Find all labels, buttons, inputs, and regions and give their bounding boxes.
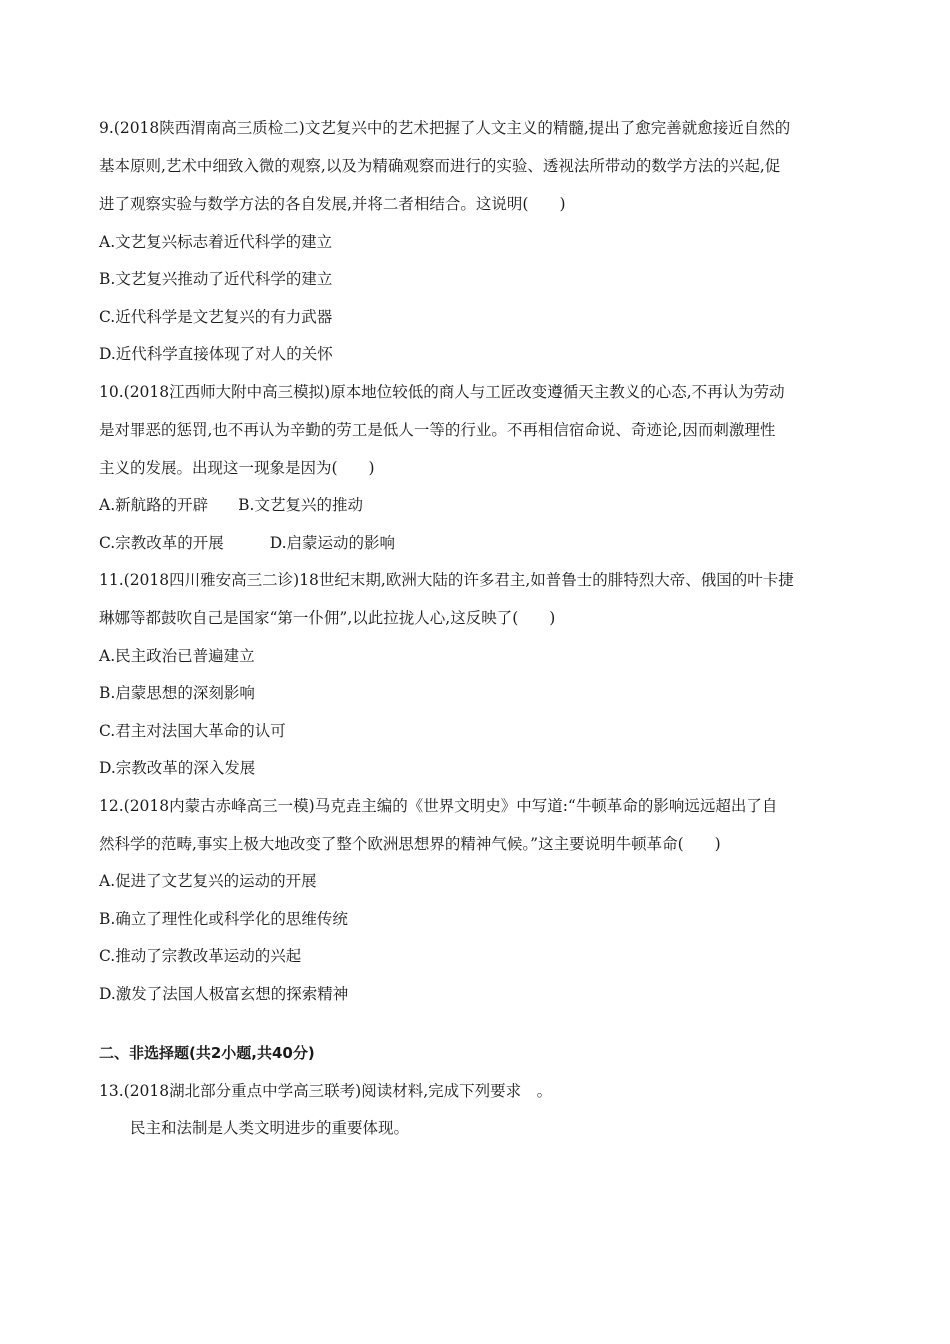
section-spacer	[99, 1021, 859, 1043]
question-10	[99, 382, 859, 478]
question-10-stem-line-1: 10.(2018江西师大附中高三模拟)原本地位较低的商人与工匠改变遵循天主教义的心态,不再认为劳动	[99, 382, 785, 401]
question-13-material: 民主和法制是人类文明进步的重要体现。	[130, 1119, 410, 1137]
question-9	[99, 118, 859, 214]
question-10-options	[99, 495, 859, 553]
question-10-option-c: C.宗教改革的开展	[99, 533, 224, 552]
question-10-stem-line-3: 主义的发展。出现这一现象是因为( )	[99, 458, 375, 477]
question-12-stem-line-1: 12.(2018内蒙古赤峰高三一模)马克垚主编的《世界文明史》中写道:“牛顿革命的影响远远超出了自	[99, 796, 778, 815]
page-content	[99, 118, 859, 1138]
question-9-options	[99, 232, 859, 365]
question-13-stem: 13.(2018湖北部分重点中学高三联考)阅读材料,完成下列要求 。	[99, 1081, 553, 1100]
question-11-stem-line-2: 琳娜等都鼓吹自己是国家“第一仆佣”,以此拉拢人心,这反映了( )	[99, 609, 556, 627]
section-2-heading: 二、非选择题(共2小题,共40分)	[99, 1044, 315, 1062]
question-9-stem-line-1: 9.(2018陕西渭南高三质检二)文艺复兴中的艺术把握了人文主义的精髓,提出了愈完善就愈接近自然的	[99, 119, 791, 137]
question-10-options-row-1	[99, 495, 859, 515]
question-10-stem-line-2: 是对罪恶的惩罚,也不再认为辛勤的劳工是低人一等的行业。不再相信宿命说、奇迹论,因而刺激理性	[99, 420, 776, 439]
question-10-option-a: A.新航路的开辟	[99, 496, 209, 514]
question-12	[99, 796, 859, 854]
question-10-options-row-2	[99, 533, 859, 553]
question-11-option-a: A.民主政治已普遍建立	[99, 646, 255, 665]
question-11-option-d: D.宗教改革的深入发展	[99, 759, 256, 777]
question-9-option-c: C.近代科学是文艺复兴的有力武器	[99, 307, 333, 326]
question-12-stem-line-2: 然科学的范畴,事实上极大地改变了整个欧洲思想界的精神气候。”这主要说明牛顿革命( )	[99, 834, 721, 853]
question-9-stem-line-3: 进了观察实验与数学方法的各自发展,并将二者相结合。这说明( )	[99, 195, 566, 213]
question-11-option-c: C.君主对法国大革命的认可	[99, 721, 286, 740]
question-11	[99, 570, 859, 628]
question-12-option-a: A.促进了文艺复兴的运动的开展	[99, 872, 317, 890]
question-9-option-a: A.文艺复兴标志着近代科学的建立	[99, 232, 333, 251]
question-11-options	[99, 646, 859, 779]
question-11-option-b: B.启蒙思想的深刻影响	[99, 684, 255, 702]
question-10-option-d: D.启蒙运动的影响	[269, 533, 396, 552]
question-12-option-d: D.激发了法国人极富玄想的探索精神	[99, 984, 349, 1003]
question-11-stem-line-1: 11.(2018四川雅安高三二诊)18世纪末期,欧洲大陆的许多君主,如普鲁士的腓特烈大帝、俄国的叶卡捷	[99, 571, 794, 589]
question-12-option-b: B.确立了理性化或科学化的思维传统	[99, 909, 348, 928]
question-9-option-d: D.近代科学直接体现了对人的关怀	[99, 345, 333, 363]
question-12-options	[99, 871, 859, 1004]
question-10-option-b: B.文艺复兴的推动	[238, 496, 363, 514]
question-9-option-b: B.文艺复兴推动了近代科学的建立	[99, 270, 333, 288]
question-9-stem-line-2: 基本原则,艺术中细致入微的观察,以及为精确观察而进行的实验、透视法所带动的数学方法的兴起,促	[99, 157, 781, 175]
question-12-option-c: C.推动了宗教改革运动的兴起	[99, 947, 302, 965]
